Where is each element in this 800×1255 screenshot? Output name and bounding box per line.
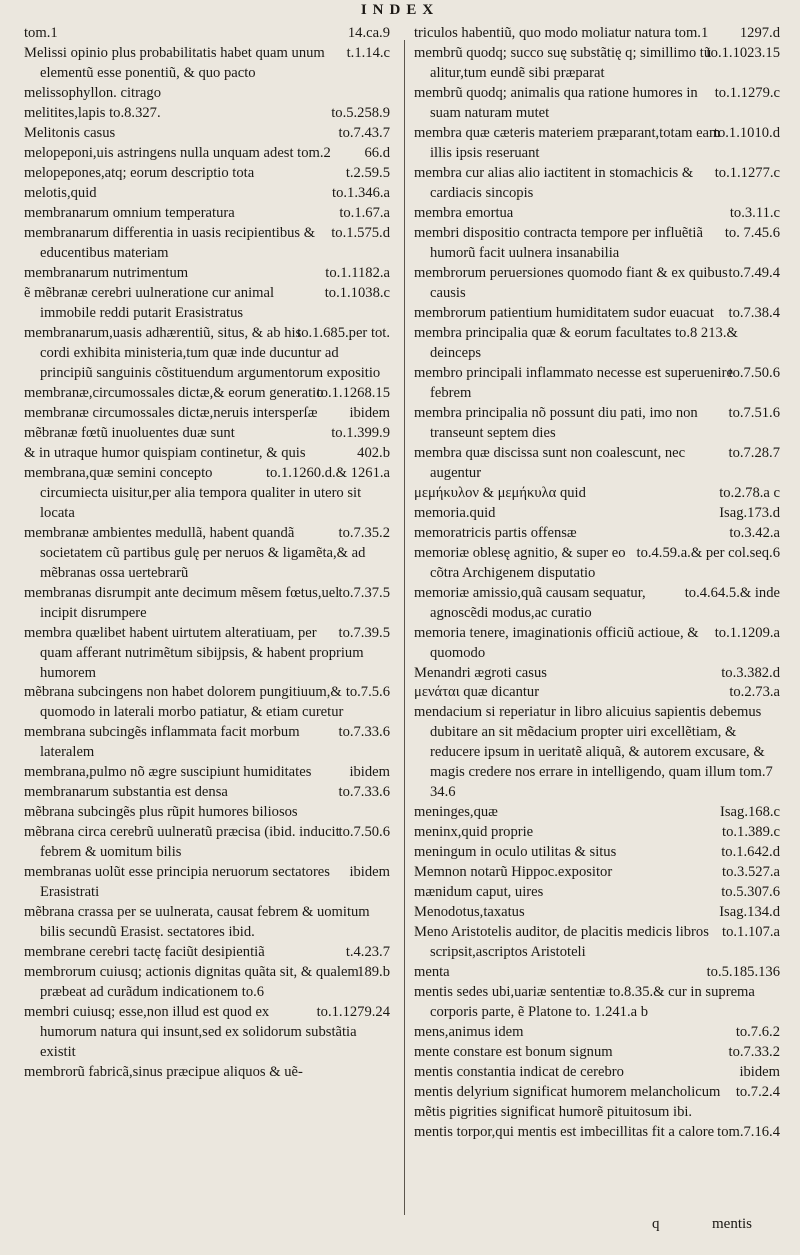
running-head: INDEX: [360, 2, 440, 18]
index-entry: [414, 923, 780, 963]
index-entry-text: tom.1: [24, 25, 58, 41]
index-entry-reference: to.4.59.a.& per col.seq.6: [636, 544, 780, 561]
index-entry-reference: to.1.1279.24: [316, 1004, 390, 1021]
index-entry: [414, 683, 780, 703]
index-entry-text: memoratricis partis offensæ: [414, 524, 577, 541]
index-entry-text: membranarum,uasis adhærentiũ, situs, & ab his cordi exhibita ministeria,tum quæ inde ducuntur ad principiũ sanguinis cõstituendum argumentorum expositio: [24, 324, 381, 381]
index-entry-text: mentis torpor,qui mentis est imbecillitas fit a calore: [414, 1124, 715, 1141]
index-entry-text: membra principalia quæ & eorum facultates to.8 213.& deinceps: [414, 324, 738, 361]
index-entry-reference: t.1.14.c: [346, 44, 390, 61]
index-entry: [24, 264, 390, 284]
column-rule: [404, 40, 405, 1215]
catchword: mentis: [712, 1216, 752, 1232]
index-entry-reference: to.1.1209.a: [714, 624, 780, 641]
index-entry-reference: to.1.1010.d: [713, 124, 780, 141]
index-entry-text: membrorũ fabricã,sinus præcipue aliquos & uẽ-: [24, 1064, 303, 1081]
index-entry-reference: to.7.6.2: [735, 1024, 780, 1041]
index-entry: [414, 164, 780, 204]
index-entry-text: membranæ,circumossales dictæ,& eorum generatio: [24, 384, 324, 401]
index-entry-reference: to. 7.45.6: [724, 224, 780, 241]
index-entry-reference: to.2.73.a: [729, 684, 780, 701]
index-entry-reference: to.7.37.5: [338, 584, 390, 601]
index-entry-reference: to.3.11.c: [729, 204, 780, 221]
index-entry: [414, 1103, 780, 1123]
index-entry-text: melopeponi,uis astringens nulla unquam adest tom.2: [24, 144, 331, 161]
index-entry-reference: 402.b: [357, 444, 390, 461]
index-entry-text: membranas uolũt esse principia neruorum sectatores Erasistrati: [24, 864, 330, 901]
index-entry-reference: ibidem: [349, 764, 390, 781]
index-entry-reference: to.1.1182.a: [325, 264, 390, 281]
index-entry-text: mendacium si reperiatur in libro alicuius sapientis debemus dubitare an sit mẽdacium propter uiri excellẽtiam, & reducere ipsum in ueritatẽ aliquã, & autorem excusare, & magis credere nos errare in intelligendo, quam illum tom.7 34.6: [414, 704, 773, 801]
index-entry-text: triculos habentiũ, quo modo moliatur natura tom.1: [414, 25, 709, 41]
index-entry-reference: to.7.50.6: [728, 364, 780, 381]
index-entry-reference: to.7.43.7: [338, 124, 390, 141]
index-entry: [24, 624, 390, 684]
index-entry-reference: to.7.33.6: [338, 724, 390, 741]
index-entry-text: membro principali inflammato necesse est superuenire febrem: [414, 364, 733, 401]
index-entry: [24, 184, 390, 204]
index-entry: [24, 204, 390, 224]
index-entry-reference: to.7.35.2: [338, 524, 390, 541]
index-entry: [24, 444, 390, 464]
index-entry: [414, 584, 780, 624]
index-entry-text: membranarum omnium temperatura: [24, 204, 235, 221]
index-entry-reference: 1297.d: [739, 25, 780, 41]
index-entry: [24, 164, 390, 184]
index-entry: [24, 763, 390, 783]
index-entry-text: meninx,quid proprie: [414, 824, 534, 841]
index-entry: [24, 1003, 390, 1063]
index-entry: [414, 803, 780, 823]
index-entry: [24, 404, 390, 424]
index-entry-text: mens,animus idem: [414, 1024, 524, 1041]
index-entry-reference: t.2.59.5: [345, 164, 390, 181]
index-entry-text: μενάται quæ dicantur: [414, 684, 540, 701]
index-entry-text: memoriæ amissio,quã causam sequatur, agnoscẽdi modus,ac curatio: [414, 584, 646, 621]
index-entry-text: mẽtis pigrities significat humorẽ pituitosum ibi.: [414, 1104, 693, 1121]
index-entry: [24, 124, 390, 144]
index-entry-text: Menandri ægroti casus: [414, 664, 547, 681]
index-entry-reference: to.3.382.d: [721, 664, 780, 681]
index-entry-text: Melissi opinio plus probabilitatis habet quam unum elementũ esse ponentiũ, & quo pacto: [24, 44, 325, 81]
index-entry-text: Melitonis casus: [24, 124, 116, 141]
index-entry-text: mænidum caput, uires: [414, 884, 544, 901]
index-entry-text: & in utraque humor quispiam continetur, & quis: [24, 444, 306, 461]
signature-mark: q: [652, 1216, 660, 1232]
index-entry-reference: to.2.78.a c: [719, 484, 780, 501]
index-entry: [414, 24, 780, 44]
index-entry: [414, 264, 780, 304]
index-entry-text: membranarum substantia est densa: [24, 784, 228, 801]
index-entry-text: mẽbrana subcingens non habet dolorem pungitiuum,& quomodo in laterali morbo patiatur, & etiam curetur: [24, 684, 344, 721]
index-entry-text: Menodotus,taxatus: [414, 904, 525, 921]
index-entry-text: melitites,lapis to.8.327.: [24, 104, 161, 121]
index-entry-reference: to.1.107.a: [722, 924, 780, 941]
index-entry-reference: to.5.307.6: [721, 884, 780, 901]
index-entry-reference: Isag.173.d: [719, 504, 780, 521]
index-entry: [414, 504, 780, 524]
index-entry-reference: to.1.1038.c: [324, 284, 390, 301]
index-entry: [414, 903, 780, 923]
index-entry-text: membra quælibet habent uirtutem alteratiuam, per quam afferant nutrimẽtum sibijpsis, & habent proprium humorem: [24, 624, 364, 681]
index-entry-text: membranas disrumpit ante decimum mẽsem fœtus,uel incipit disrumpere: [24, 584, 340, 621]
index-entry: [24, 524, 390, 584]
index-entry: [24, 24, 390, 44]
index-entry: [414, 44, 780, 84]
index-entry-reference: tom.7.16.4: [717, 1124, 780, 1141]
index-entry-reference: to.7.51.6: [728, 404, 780, 421]
index-entry: [24, 284, 390, 324]
index-entry-text: membra principalia nõ possunt diu pati, imo non transeunt septem dies: [414, 404, 698, 441]
index-entry: [24, 903, 390, 943]
index-entry-text: mentis delyrium significat humorem melancholicum: [414, 1084, 721, 1101]
index-entry-reference: to.5.258.9: [331, 104, 390, 121]
index-entry-reference: 14.ca.9: [347, 25, 390, 41]
index-entry-reference: to.1.67.a: [339, 204, 390, 221]
index-entry-reference: 66.d: [364, 144, 390, 161]
index-entry: [24, 464, 390, 524]
index-entry: [24, 104, 390, 124]
index-entry: [414, 304, 780, 324]
index-entry-reference: ibidem: [349, 864, 390, 881]
index-entry: [414, 324, 780, 364]
index-entry-reference: to.7.33.2: [728, 1044, 780, 1061]
index-entry: [414, 84, 780, 124]
index-entry-text: mẽbrana subcingẽs plus rũpit humores biliosos: [24, 804, 298, 821]
index-entry: [24, 584, 390, 624]
index-entry: [24, 84, 390, 104]
index-entry-text: membra cur alias alio iactitent in stomachicis & cardiacis sincopis: [414, 164, 694, 201]
index-entry: [414, 624, 780, 664]
index-entry-text: mentis constantia indicat de cerebro: [414, 1064, 624, 1081]
index-entry: [24, 384, 390, 404]
index-entry: [414, 823, 780, 843]
index-entry-reference: Isag.168.c: [720, 804, 780, 821]
index-entry-text: melissophyllon. citrago: [24, 84, 162, 101]
index-entry-reference: to.3.527.a: [722, 864, 780, 881]
index-entry-text: membra quæ cæteris materiem præparant,totam eam illis ipsis reseruant: [414, 124, 721, 161]
index-entry: [24, 683, 390, 723]
index-entry-reference: to.1.1268.15: [316, 384, 390, 401]
index-entry-text: membrana subcingẽs inflammata facit morbum lateralem: [24, 724, 300, 761]
index-entry-reference: to.1.399.9: [331, 424, 390, 441]
index-entry-reference: to.4.64.5.& inde: [684, 584, 780, 601]
index-entry-reference: to.7.33.6: [338, 784, 390, 801]
index-entry: [414, 703, 780, 803]
index-entry: [414, 1123, 780, 1143]
index-entry: [414, 1023, 780, 1043]
index-entry-reference: to.1.1279.c: [714, 84, 780, 101]
index-entry: [24, 963, 390, 1003]
index-entry-text: membrana,pulmo nõ ægre suscipiunt humiditates: [24, 764, 312, 781]
right-column: [414, 24, 780, 1216]
index-entry: [414, 444, 780, 484]
index-entry-text: μεμήκυλον & μεμήκυλα quid: [414, 484, 586, 501]
left-column: [24, 24, 390, 1216]
index-entry: [414, 524, 780, 544]
index-entry-text: membra emortua: [414, 204, 514, 221]
page-footer: [0, 1216, 800, 1246]
index-entry: [24, 783, 390, 803]
index-entry-reference: to.7.39.5: [338, 624, 390, 641]
index-entry-text: membrorum patientium humiditatem sudor euacuat: [414, 304, 714, 321]
index-entry-text: meningum in oculo utilitas & situs: [414, 844, 617, 861]
index-entry-reference: to.7.49.4: [728, 264, 780, 281]
index-entry-text: Meno Aristotelis auditor, de placitis medicis libros scripsit,ascriptos Aristoteli: [414, 924, 709, 961]
index-entry-text: mente constare est bonum signum: [414, 1044, 613, 1061]
index-entry: [414, 963, 780, 983]
index-entry: [414, 983, 780, 1023]
index-entry: [414, 1083, 780, 1103]
index-entry-reference: to.7.38.4: [728, 304, 780, 321]
index-entry: [24, 324, 390, 384]
index-entry-reference: to.1.575.d: [331, 224, 390, 241]
index-entry: [24, 823, 390, 863]
index-entry-reference: 189.b: [357, 964, 390, 981]
index-entry-text: melotis,quid: [24, 184, 97, 201]
index-entry-reference: to.3.42.a: [729, 524, 780, 541]
index-entry-reference: to.7.5.6: [345, 684, 390, 701]
index-entry-reference: to.1.1277.c: [714, 164, 780, 181]
index-entry-text: Memnon notarũ Hippoc.expositor: [414, 864, 613, 881]
index-entry-text: memoria.quid: [414, 504, 496, 521]
index-entry-reference: to.1.1023.15: [706, 44, 780, 61]
index-entry: [414, 544, 780, 584]
index-entry-text: membrana,quæ semini concepto circumiecta uisitur,per alia tempora qualiter in utero sit locata: [24, 464, 362, 521]
index-entry-reference: to.1.1260.d.& 1261.a: [265, 464, 390, 481]
index-entry-reference: ibidem: [739, 1064, 780, 1081]
index-entry-text: membrũ quodq; animalis qua ratione humores in suam naturam mutet: [414, 84, 698, 121]
index-entry-text: mẽbranæ fœtũ inuoluentes duæ sunt: [24, 424, 235, 441]
index-entry: [414, 1063, 780, 1083]
index-entry: [24, 863, 390, 903]
index-entry: [24, 224, 390, 264]
index-entry-text: mẽbrana circa cerebrũ uulneratũ præcisa (ibid. inducit febrem & uomitum bilis: [24, 824, 340, 861]
index-entry-reference: t.4.23.7: [345, 944, 390, 961]
index-entry: [414, 204, 780, 224]
index-entry-text: membra quæ discissa sunt non coalescunt, nec augentur: [414, 444, 686, 481]
index-entry-text: membri cuiusq; esse,non illud est quod ex humorum natura qui insunt,sed ex solidorum substãtia existit: [24, 1004, 357, 1061]
index-entry: [414, 664, 780, 684]
index-entry-text: membrũ quodq; succo suę substãtię q; simillimo tũ alitur,tum eundẽ sibi præparat: [414, 44, 712, 81]
index-entry: [24, 803, 390, 823]
index-entry: [24, 723, 390, 763]
index-entry-reference: to.7.28.7: [728, 444, 780, 461]
index-entry-text: meninges,quæ: [414, 804, 498, 821]
index-entry-text: membri dispositio contracta tempore per influẽtiã humorũ facit uulnera insanabilia: [414, 224, 703, 261]
index-entry-text: membrorum cuiusq; actionis dignitas quãta sit, & qualem præbeat ad curãdum indicationem to.6: [24, 964, 359, 1001]
index-entry: [414, 883, 780, 903]
index-entry-reference: to.1.642.d: [721, 844, 780, 861]
index-entry-text: membranarum nutrimentum: [24, 264, 189, 281]
index-entry: [414, 404, 780, 444]
index-entry: [414, 364, 780, 404]
index-entry-text: membranarum differentia in uasis recipientibus & educentibus materiam: [24, 224, 316, 261]
index-entry-text: menta: [414, 964, 450, 981]
index-entry-reference: to.5.185.136: [706, 964, 780, 981]
index-entry: [24, 1063, 390, 1083]
index-entry-text: ẽ mẽbranæ cerebri uulneratione cur animal immobile reddi putarit Erasistratus: [24, 284, 275, 321]
index-entry-text: mentis sedes ubi,uariæ sententiæ to.8.35.& cur in suprema corporis parte, ẽ Platone to. 1.241.a b: [414, 984, 755, 1021]
index-entry: [24, 144, 390, 164]
index-entry-reference: to.1.389.c: [722, 824, 780, 841]
index-entry-text: mẽbrana crassa per se uulnerata, causat febrem & uomitum bilis secundũ Erasist. sectatores ibid.: [24, 904, 370, 941]
index-entry: [414, 484, 780, 504]
index-entry: [414, 224, 780, 264]
index-entry-reference: ibidem: [349, 404, 390, 421]
index-entry-reference: to.7.2.4: [735, 1084, 780, 1101]
index-entry: [414, 843, 780, 863]
index-entry-reference: to.7.50.6: [338, 824, 390, 841]
index-entry: [24, 424, 390, 444]
index-entry: [414, 124, 780, 164]
index-entry-reference: to.1.346.a: [332, 184, 390, 201]
index-entry: [24, 44, 390, 84]
index-entry-text: membrane cerebri tactę faciũt desipientiã: [24, 944, 265, 961]
index-entry-text: melopepones,atq; eorum descriptio tota: [24, 164, 255, 181]
index-entry-text: memoriæ oblesę agnitio, & super eo cõtra Archigenem disputatio: [414, 544, 626, 581]
index-entry: [24, 943, 390, 963]
index-entry: [414, 863, 780, 883]
index-entry-text: memoria tenere, imaginationis officiũ actioue, & quomodo: [414, 624, 699, 661]
index-entry-reference: to.1.685.per tot.: [297, 324, 390, 341]
index-entry: [414, 1043, 780, 1063]
index-entry-text: membrorum peruersiones quomodo fiant & ex quibus causis: [414, 264, 728, 301]
index-entry-text: membranæ circumossales dictæ,neruis intersperſæ: [24, 404, 318, 421]
index-entry-reference: Isag.134.d: [719, 904, 780, 921]
index-entry-text: membranæ ambientes medullã, habent quandã societatem cũ partibus gulę per neruos & ligamẽta,& ad mẽbranas ossa uertebrarũ: [24, 524, 366, 581]
